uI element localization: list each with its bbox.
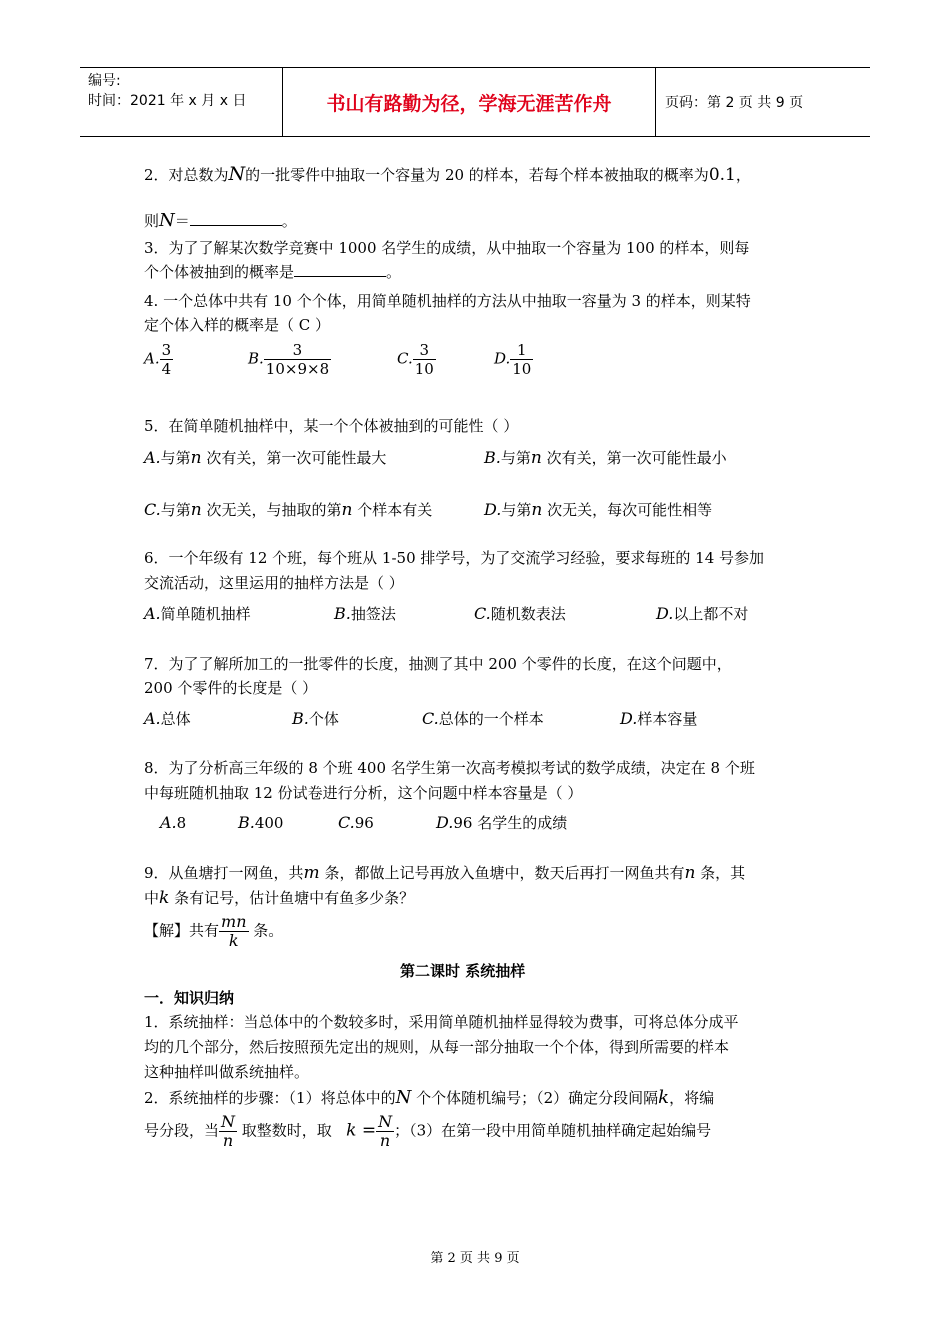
q7-option-b: B.个体	[292, 709, 339, 728]
answer-blank	[190, 225, 282, 226]
q9-answer: 【解】共有 $\frac{mn}{k}$ 条。	[144, 912, 284, 950]
q8-line1: 8．为了分析高三年级的 8 个班 400 名学生第一次高考模拟考试的数学成绩，决定在 8 个班	[144, 759, 755, 777]
q2-line1: 2．对总数为N的一批零件中抽取一个容量为 20 的样本，若每个样本被抽取的概率为0.1，	[144, 163, 751, 185]
page-header	[80, 67, 870, 137]
q6-option-d: D.以上都不对	[656, 604, 749, 623]
p2-line1: 2．系统抽样的步骤：（1）将总体中的N 个个体随机编号；（2）确定分段间隔k，将编	[144, 1087, 715, 1108]
q5-option-a: A.与第n 次有关，第一次可能性最大	[144, 448, 387, 468]
q8-line2: 中每班随机抽取 12 份试卷进行分析，这个问题中样本容量是（ ）	[144, 784, 583, 802]
q4-option-d: D. $\frac{1}{10}$	[494, 341, 532, 378]
q8-option-d: D.96 名学生的成绩	[436, 813, 568, 832]
q6-line1: 6．一个年级有 12 个班，每个班从 1-50 排学号，为了交流学习经验，要求每班的 14 号参加	[144, 549, 765, 567]
q5-option-d: D.与第n 次无关，每次可能性相等	[484, 500, 713, 520]
p1-line3: 这种抽样叫做系统抽样。	[144, 1063, 310, 1081]
q7-option-a: A.总体	[144, 709, 191, 728]
q6-option-c: C.随机数表法	[474, 604, 566, 623]
q9-line2: 中k 条有记号，估计鱼塘中有鱼多少条？	[144, 888, 415, 908]
q6-option-b: B.抽签法	[334, 604, 396, 623]
q4-option-a: A. $\frac{3}{4}$	[144, 341, 172, 378]
q5-stem: 5．在简单随机抽样中，某一个个体被抽到的可能性（ ）	[144, 417, 519, 435]
p2-line2: 号分段，当 $\frac{N}{n}$ 取整数时，取 k = $\frac{N}{n}$ ；（3）在第一段中用简单随机抽样确定起始编号	[144, 1112, 712, 1150]
q2-line2: 则N＝ 。	[144, 210, 297, 231]
q3-line2: 个个体被抽到的概率是 。	[144, 263, 402, 281]
q4-line2: 定个体入样的概率是（ C ）	[144, 316, 331, 334]
var-N: N	[228, 163, 246, 185]
answer-blank	[294, 276, 386, 277]
probability-value: 0.1	[708, 165, 736, 185]
page-footer: 第 2 页 共 9 页	[430, 1251, 520, 1266]
q6-line2: 交流活动，这里运用的抽样方法是（ ）	[144, 574, 404, 592]
q7-option-c: C.总体的一个样本	[422, 709, 544, 728]
q8-option-b: B.400	[238, 813, 284, 832]
q9-line1: 9．从鱼塘打一网鱼，共m 条，都做上记号再放入鱼塘中，数天后再打一网鱼共有n 条，其	[144, 863, 746, 883]
q6-option-a: A.简单随机抽样	[144, 604, 251, 623]
time-label: 时间：2021 年 x 月 x 日	[88, 93, 247, 109]
q5-option-c: C.与第n 次无关，与抽取的第n 个样本有关	[144, 500, 433, 520]
q4-line1: 4. 一个总体中共有 10 个个体，用简单随机抽样的方法从中抽取一容量为 3 的样本，则某特	[144, 292, 751, 310]
p1-line1: 1．系统抽样：当总体中的个数较多时，采用简单随机抽样显得较为费事，可将总体分成平	[144, 1013, 739, 1031]
q7-option-d: D.样本容量	[620, 709, 698, 728]
q8-option-a: A.8	[160, 813, 187, 832]
q7-line2: 200 个零件的长度是（ ）	[144, 679, 318, 697]
motto: 书山有路勤为径，学海无涯苦作舟	[282, 68, 656, 136]
q4-option-b: B. $\frac{3}{10\times 9\times 8}$	[248, 341, 330, 378]
number-label: 编号:	[88, 73, 121, 89]
q7-line1: 7．为了了解所加工的一批零件的长度，抽测了其中 200 个零件的长度，在这个问题中，	[144, 655, 732, 673]
q5-option-b: B.与第n 次有关，第一次可能性最小	[484, 448, 727, 468]
q8-option-c: C.96	[338, 813, 374, 832]
q3-line1: 3．为了了解某次数学竞赛中 1000 名学生的成绩，从中抽取一个容量为 100 的样本，则每	[144, 239, 750, 257]
section-title: 第二课时 系统抽样	[400, 962, 526, 980]
header-left	[80, 68, 288, 139]
q4-option-c: C. $\frac{3}{10}$	[397, 341, 434, 378]
page-info: 页码：第 2 页 共 9 页	[665, 95, 804, 111]
p1-line2: 均的几个部分，然后按照预先定出的规则，从每一部分抽取一个个体，得到所需要的样本	[144, 1038, 730, 1056]
section-subtitle: 一．知识归纳	[144, 989, 235, 1007]
